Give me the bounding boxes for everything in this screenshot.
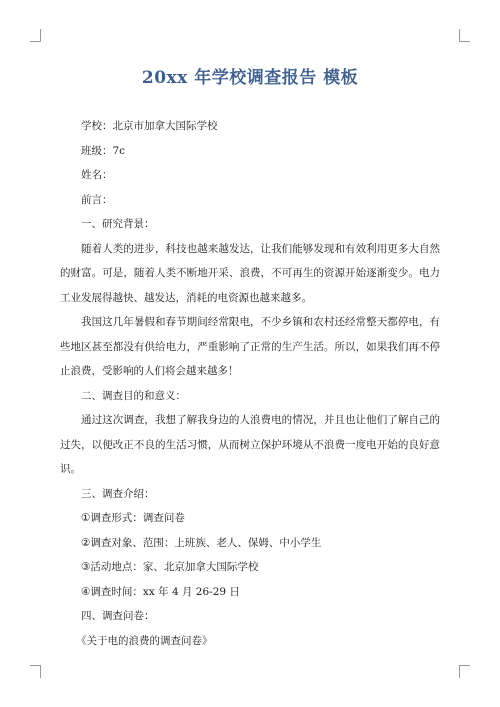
questionnaire-title: 《关于电的浪费的调查问卷》	[76, 634, 213, 647]
crop-mark-bottom-right	[459, 665, 470, 678]
class-line	[60, 139, 440, 164]
title-year: 20xx	[141, 68, 188, 88]
document-title	[0, 63, 500, 88]
paragraph-background-1: 随着人类的进步，科技也越来越发达，让我们能够发现和有效利用更多大自然的财富。可是，随着人类不断地开采、浪费，不可再生的资源开始逐渐变少。电力工业发展得越快、越发达，消耗的电资源也越来越多。	[60, 242, 440, 304]
title-text: 年学校调查报告 模板	[187, 68, 359, 88]
crop-mark-top-right	[459, 29, 470, 42]
survey-time-item	[60, 580, 440, 605]
survey-time-label: ④调查时间：	[81, 585, 143, 598]
document-body	[60, 114, 440, 653]
survey-target-item: ②调查对象、范围：上班族、老人、保姆、中小学生	[81, 536, 322, 549]
school-line: 学校：北京市加拿大国际学校	[81, 120, 218, 132]
class-label: 班级：	[81, 144, 113, 157]
preface-heading: 前言：	[81, 193, 113, 206]
survey-time-value: xx 年 4 月 26-29 日	[142, 585, 240, 598]
survey-form-item: ①调查形式：调查问卷	[81, 512, 185, 524]
class-value: 7c	[112, 144, 126, 157]
crop-mark-bottom-left	[30, 665, 41, 678]
section-heading-background: 一、研究背景：	[81, 218, 155, 230]
survey-location-item: ③活动地点：家、北京加拿大国际学校	[81, 561, 259, 573]
crop-mark-top-left	[30, 29, 41, 42]
section-heading-questionnaire: 四、调查问卷：	[81, 610, 155, 622]
section-heading-intro: 三、调查介绍：	[81, 487, 155, 500]
paragraph-purpose: 通过这次调查，我想了解我身边的人浪费电的情况，并且也让他们了解自己的过失，以便改正不良的生活习惯，从而树立保护环境从不浪费一度电开始的良好意识。	[60, 414, 440, 475]
paragraph-background-2: 我国这几年暑假和春节期间经常限电，不少乡镇和农村还经常整天都停电，有些地区甚至都没有供给电力，严重影响了正常的生产生活。所以，如果我们再不停止浪费，受影响的人们将会越来越多！	[60, 316, 440, 377]
name-line: 姓名：	[81, 169, 113, 181]
section-heading-purpose: 二、调查目的和意义：	[81, 389, 186, 402]
